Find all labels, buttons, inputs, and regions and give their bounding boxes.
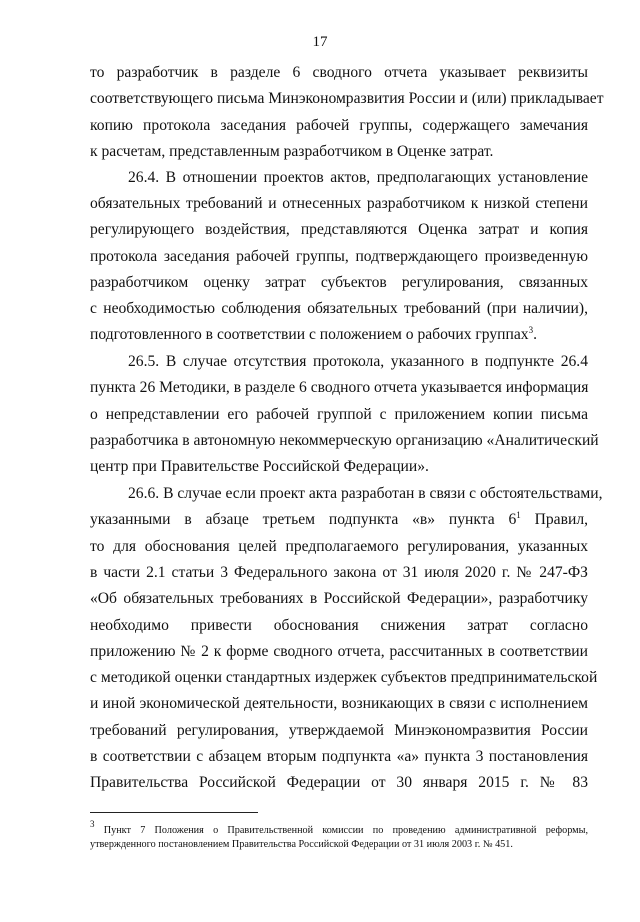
text-line: и иной экономической деятельности, возникающих в связи с исполнением	[90, 695, 588, 712]
text-line	[90, 325, 588, 345]
text-line: к расчетам, представленным разработчиком в Оценке затрат.	[90, 143, 494, 160]
text-line	[90, 510, 588, 530]
superscript: 1	[516, 510, 521, 520]
text-span: подготовленного в соответствии с положением о рабочих группах	[90, 326, 529, 343]
text-span: .	[533, 326, 537, 343]
text-line: обязательных требований и отнесенных разработчиком к низкой степени	[90, 195, 588, 212]
text-span: указанными в абзаце третьем подпункта «в» пункта 6	[90, 511, 517, 528]
text-line: протокола заседания рабочей группы, подтверждающего произведенную	[90, 248, 588, 265]
footnote-ref: 3	[528, 325, 534, 335]
footnote-text: Пункт 7 Положения о Правительственной комиссии по проведению административной реформы,	[94, 825, 588, 836]
text-line: «Об обязательных требованиях в Российской Федерации», разработчику	[90, 590, 588, 607]
text-line: то разработчик в разделе 6 сводного отчета указывает реквизиты	[90, 64, 588, 81]
text-line: Правительства Российской Федерации от 30 января 2015 г. № 83	[90, 774, 588, 791]
text-line: пункта 26 Методики, в разделе 6 сводного отчета указывается информация	[90, 379, 589, 396]
text-line: копию протокола заседания рабочей группы, содержащего замечания	[90, 117, 588, 134]
text-line: требований регулирования, утверждаемой Минэкономразвития России	[90, 722, 588, 739]
text-line: разработчика в автономную некоммерческую организацию «Аналитический	[90, 432, 599, 449]
text-line: о непредставлении его рабочей группой с приложением копии письма	[90, 406, 588, 423]
text-line: необходимо привести обоснования снижения затрат согласно	[90, 617, 588, 634]
text-line: регулирующего воздействия, представляются Оценка затрат и копия	[90, 221, 588, 238]
text-line: соответствующего письма Минэкономразвития России и (или) прикладывает	[90, 90, 604, 107]
text-line: 26.6. В случае если проект акта разработан в связи с обстоятельствами,	[128, 485, 603, 502]
text-line: в части 2.1 статьи 3 Федерального закона от 31 июля 2020 г. № 247-ФЗ	[90, 564, 588, 581]
text-line: центр при Правительстве Российской Федерации».	[90, 458, 429, 475]
text-line: разработчиком оценку затрат субъектов регулирования, связанных	[90, 274, 588, 291]
footnote-divider	[90, 812, 258, 813]
text-line: с необходимостью соблюдения обязательных требований (при наличии),	[90, 300, 588, 317]
footnote-marker: 3	[90, 819, 95, 829]
text-line: с методикой оценки стандартных издержек субъектов предпринимательской	[90, 669, 598, 686]
footnote-line	[90, 819, 588, 837]
text-line: приложению № 2 к форме сводного отчета, рассчитанных в соответствии	[90, 643, 588, 660]
text-line: 26.4. В отношении проектов актов, предполагающих установление	[128, 169, 588, 186]
footnote-line: утвержденного постановлением Правительства Российской Федерации от 31 июля 2003 г. № 451.	[90, 839, 513, 850]
text-line: в соответствии с абзацем вторым подпункта «а» пункта 3 постановления	[90, 748, 588, 765]
text-line: то для обоснования целей предполагаемого регулирования, указанных	[90, 538, 588, 555]
page-number: 17	[312, 34, 328, 50]
text-span: Правил,	[520, 511, 588, 528]
text-line: 26.5. В случае отсутствия протокола, указанного в подпункте 26.4	[128, 353, 588, 370]
